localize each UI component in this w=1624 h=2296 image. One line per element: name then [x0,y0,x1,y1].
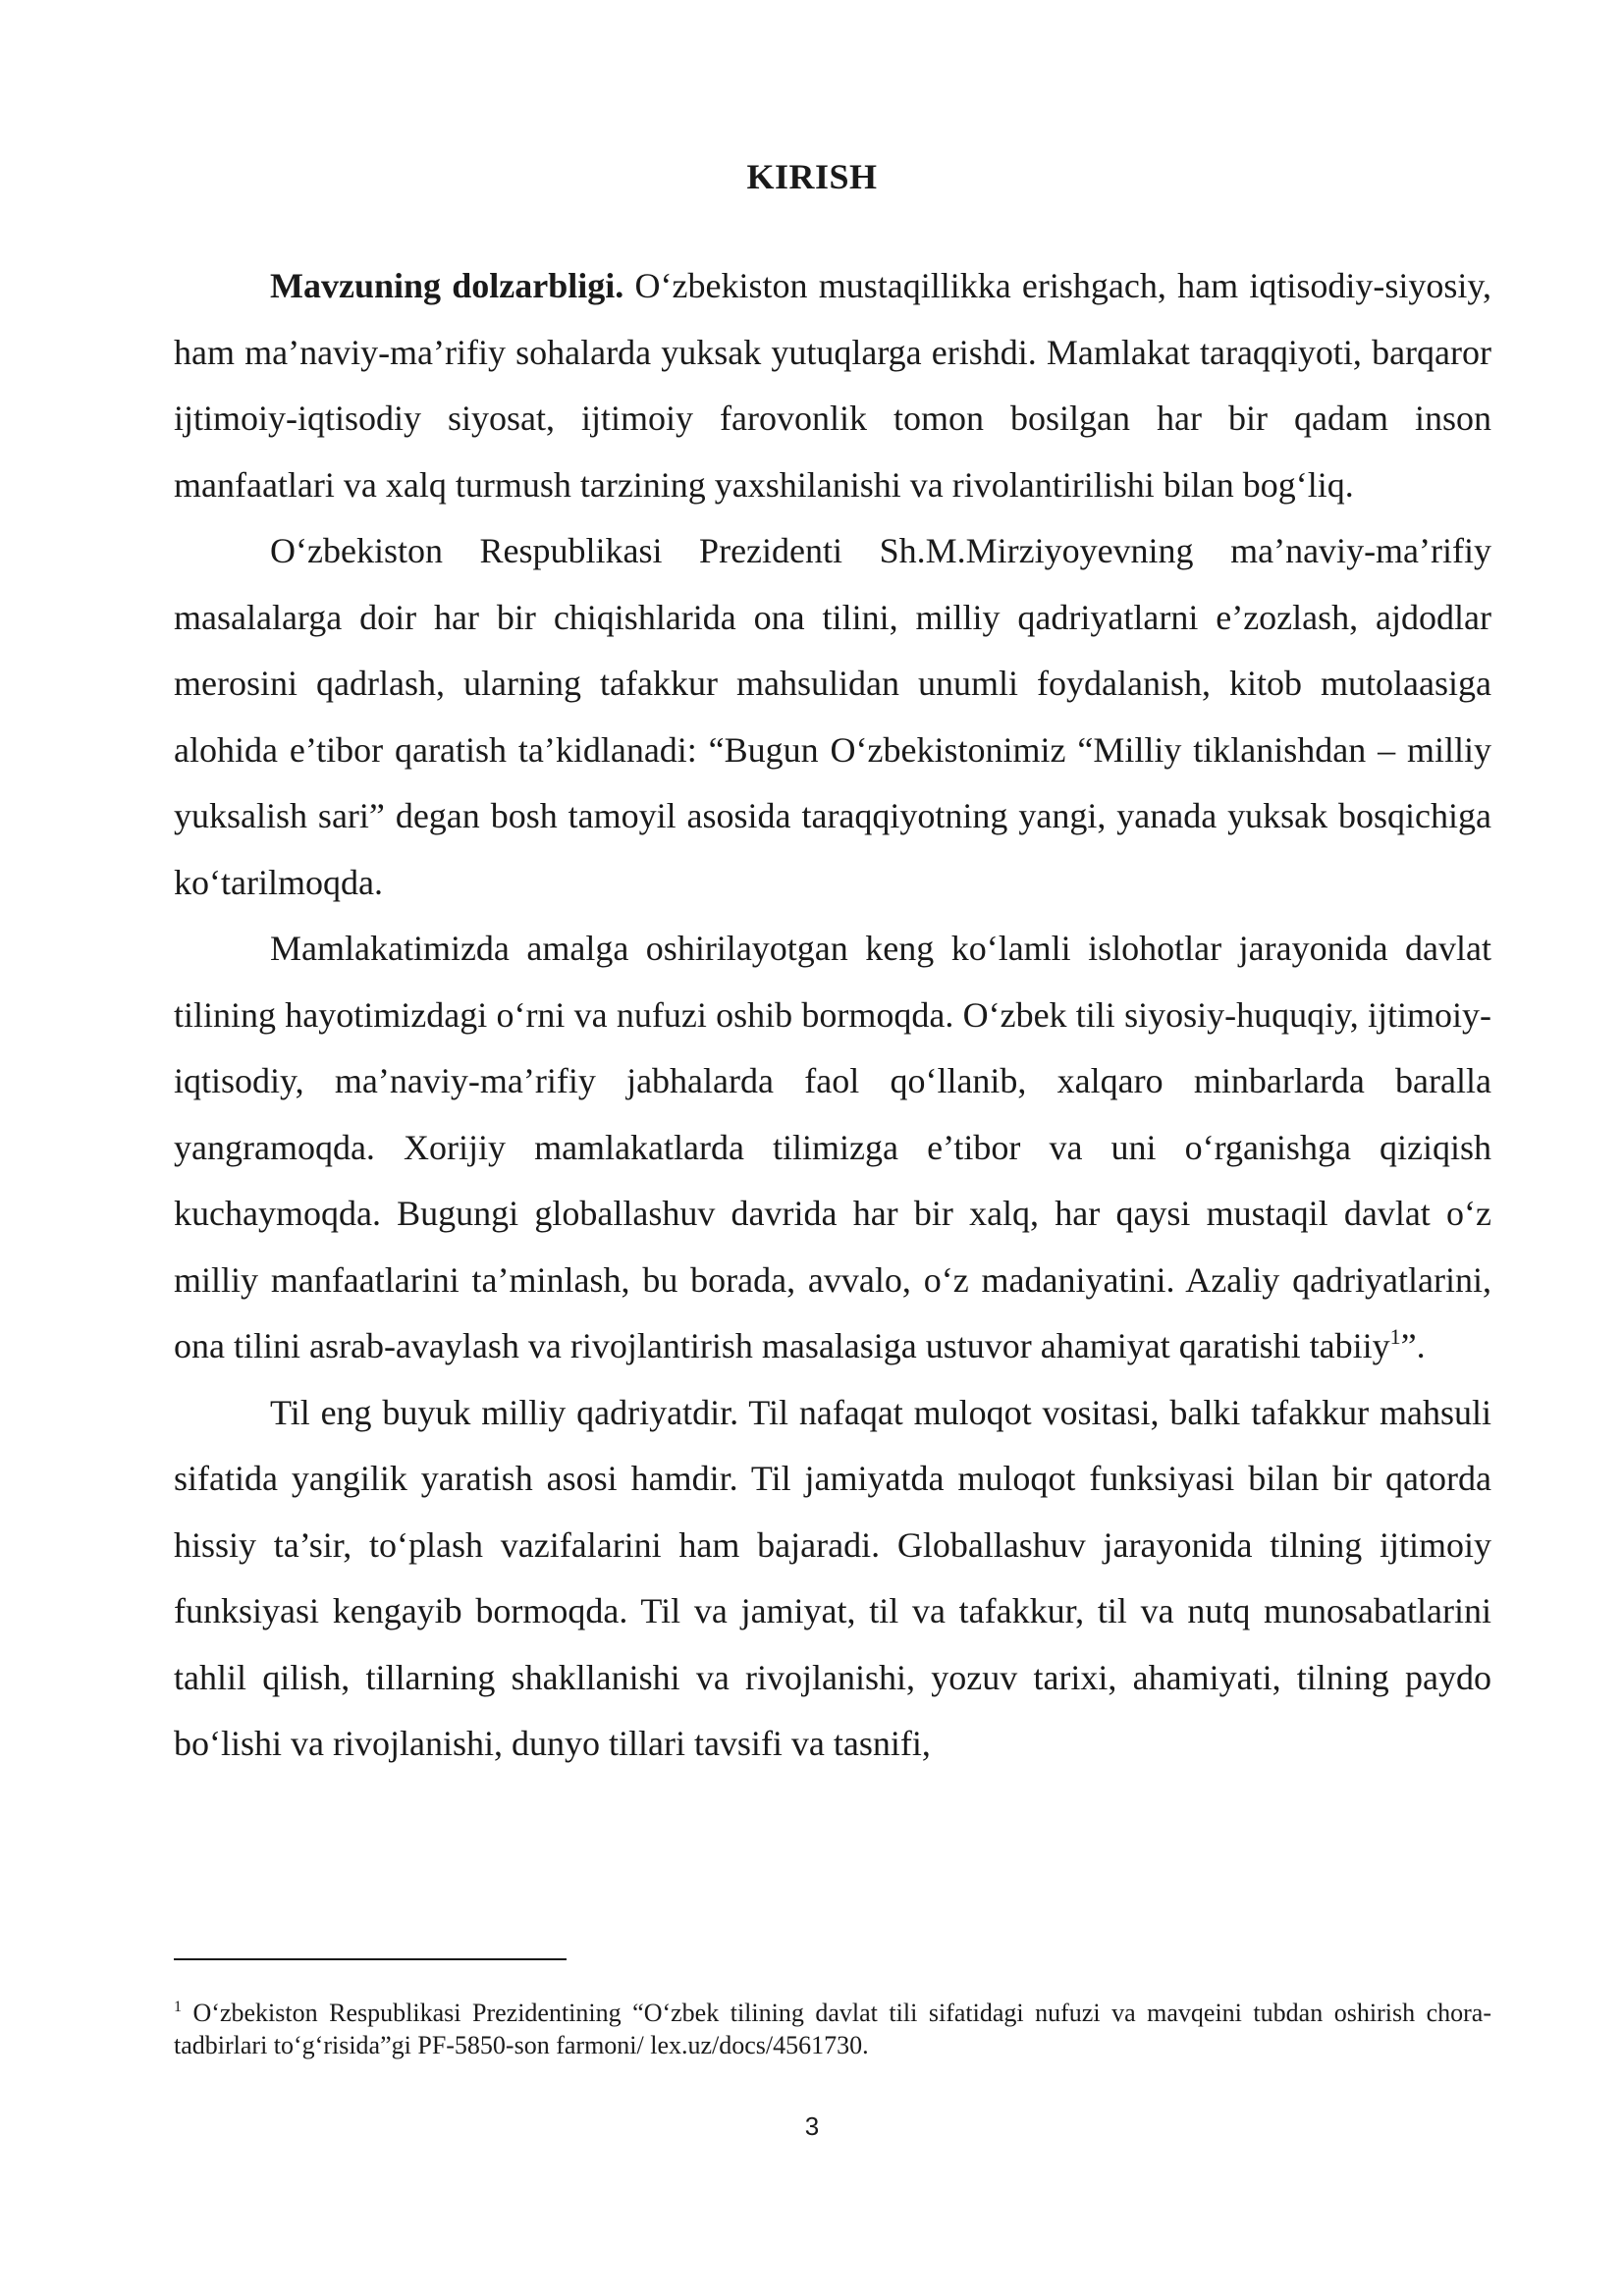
page-number: 3 [804,2111,820,2141]
paragraph-1 [174,253,1491,518]
footnote-number: 1 [174,1999,182,2015]
paragraph-4 [174,1380,1491,1778]
paragraph-lead: Mavzuning dolzarbligi. [270,266,624,305]
body-text [174,253,1491,1778]
paragraph-tail: ”. [1400,1326,1426,1365]
footnote-text: O‘zbekiston Respublikasi Prezidentining “O‘zbek tilining davlat tili sifatidagi nufuzi va mavqeini tubdan oshirish chora-tadbirlari to‘g‘risida”gi PF-5850-son farmoni/ lex.uz/docs/4561730. [174,1999,1491,2059]
footnote-separator [174,1958,567,1960]
footnote [174,1997,1491,2061]
page-title: KIRISH [746,157,878,196]
footnote-reference[interactable]: 1 [1389,1324,1401,1349]
paragraph-text: O‘zbekiston mustaqillikka erishgach, ham iqtisodiy-siyosiy, ham ma’naviy-ma’rifiy sohalarda yuksak yutuqlarga erishdi. Mamlakat taraqqiyoti, barqaror ijtimoiy-iqtisodiy siyosat, ijtimoiy farovonlik tomon bosilgan har bir qadam inson manfaatlari va xalq turmush tarzining yaxshilanishi va rivolantirilishi bilan bog‘liq. [174,266,1492,505]
paragraph-2 [174,518,1491,916]
paragraph-3 [174,916,1491,1380]
paragraph-text: Til eng buyuk milliy qadriyatdir. Til nafaqat muloqot vositasi, balki tafakkur mahsuli sifatida yangilik yaratish asosi hamdir. Til jamiyatda muloqot funksiyasi bilan bir qatorda hissiy ta’sir, to‘plash vazifalarini ham bajaradi. Globallashuv jarayonida tilning ijtimoiy funksiyasi kengayib bormoqda. Til va jamiyat, til va tafakkur, til va nutq munosabatlarini tahlil qilish, tillarning shakllanishi va rivojlanishi, yozuv tarixi, ahamiyati, tilning paydo bo‘lishi va rivojlanishi, dunyo tillari tavsifi va tasnifi, [174,1392,1491,1763]
paragraph-text: Mamlakatimizda amalga oshirilayotgan keng ko‘lamli islohotlar jarayonida davlat tilining hayotimizdagi o‘rni va nufuzi oshib bormoqda. O‘zbek tili siyosiy-huquqiy, ijtimoiy-iqtisodiy, ma’naviy-ma’rifiy jabhalarda faol qo‘llanib, xalqaro minbarlarda baralla yangramoqda. Xorijiy mamlakatlarda tilimizga e’tibor va uni o‘rganishga qiziqish kuchaymoqda. Bugungi globallashuv davrida har bir xalq, har qaysi mustaqil davlat o‘z milliy manfaatlarini ta’minlash, bu borada, avvalo, o‘z madaniyatini. Azaliy qadriyatlarini, ona tilini asrab-avaylash va rivojlantirish masalasiga ustuvor ahamiyat qaratishi tabiiy [174,929,1491,1365]
paragraph-text: O‘zbekiston Respublikasi Prezidenti Sh.M.Mirziyoyevning ma’naviy-ma’rifiy masalalarga doir har bir chiqishlarida ona tilini, milliy qadriyatlarni e’zozlash, ajdodlar merosini qadrlash, ularning tafakkur mahsulidan unumli foydalanish, kitob mutolaasiga alohida e’tibor qaratish ta’kidlanadi: “Bugun O‘zbekistonimiz “Milliy tiklanishdan – milliy yuksalish sari” degan bosh tamoyil asosida taraqqiyotning yangi, yanada yuksak bosqichiga ko‘tarilmoqda. [174,531,1491,902]
